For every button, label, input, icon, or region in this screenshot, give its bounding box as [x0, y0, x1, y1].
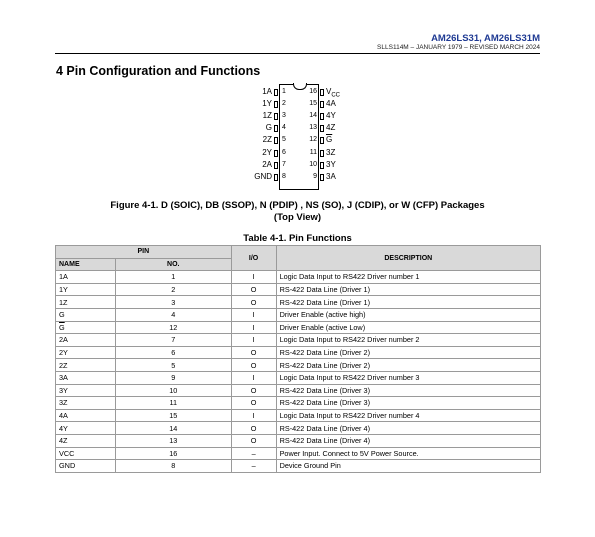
figure-caption-line1: Figure 4-1. D (SOIC), DB (SSOP), N (PDIP) , NS (SO), J (CDIP), or W (CFP) Packages: [110, 200, 485, 211]
pin-name-cell: 4Y: [56, 422, 116, 435]
pin-description-cell: RS-422 Data Line (Driver 3): [276, 384, 540, 397]
table-row: [56, 409, 541, 422]
pin-name-cell: 3A: [56, 371, 116, 384]
pin-number: 4: [282, 124, 286, 132]
pin-number-cell: 5: [115, 359, 231, 372]
pin-label-subscript: CC: [331, 92, 341, 99]
pin-label-text: 4A: [326, 99, 336, 109]
pin-number-cell: 6: [115, 346, 231, 359]
table-row: [56, 359, 541, 372]
pin-lead: [320, 137, 324, 144]
pin-label: GND: [254, 171, 272, 181]
pin-number-cell: 1: [115, 271, 231, 284]
pin-label: [326, 99, 336, 109]
table-row: [56, 308, 541, 321]
table-row: [56, 397, 541, 410]
document-title: AM26LS31, AM26LS31M: [431, 33, 540, 44]
pin-number: 1: [282, 88, 286, 95]
table-row: [56, 384, 541, 397]
pin-label-text: 4Z: [326, 123, 336, 133]
pin-label: [326, 123, 335, 133]
io-header: I/O: [231, 246, 276, 271]
pin-description-cell: RS-422 Data Line (Driver 2): [276, 346, 540, 359]
pin-io-cell: I: [231, 271, 276, 284]
table-row: [56, 460, 541, 473]
pin-label: 1Z: [262, 111, 272, 121]
pin-lead: [320, 162, 324, 169]
pin-name-cell: 1Z: [56, 296, 116, 309]
pin-number: 11: [309, 148, 317, 156]
pin-io-cell: O: [231, 434, 276, 447]
pin-number: 7: [282, 160, 286, 168]
pin-label-text: 3A: [326, 171, 336, 181]
pin-label: 2Z: [262, 135, 272, 145]
pin-lead: [320, 113, 324, 120]
table-row: [56, 283, 541, 296]
pin-number: 2: [282, 100, 286, 108]
pin-number-cell: 10: [115, 384, 231, 397]
pin-number: 14: [309, 112, 317, 120]
pin-io-cell: O: [231, 296, 276, 309]
pin-label: 2Y: [262, 147, 272, 157]
document-revision: SLLS114M – JANUARY 1979 – REVISED MARCH 2024: [377, 44, 540, 51]
table-row: [56, 296, 541, 309]
pin-io-cell: I: [231, 321, 276, 334]
pin-label: [326, 160, 336, 170]
pin-lead: [274, 137, 278, 144]
pin-functions-table: [55, 245, 541, 473]
pin-lead: [274, 101, 278, 108]
pin-lead: [274, 162, 278, 169]
pin-rows: [56, 271, 541, 473]
table-row: [56, 434, 541, 447]
pin-label: 1Y: [262, 99, 272, 109]
pin-lead: [320, 89, 324, 96]
pin-label-text: 4Y: [326, 111, 336, 121]
pin-number-cell: 7: [115, 334, 231, 347]
pin-description-cell: RS-422 Data Line (Driver 1): [276, 296, 540, 309]
pin-io-cell: I: [231, 371, 276, 384]
pin-number-cell: 11: [115, 397, 231, 410]
pin-label-text: $\overline{G}$: [326, 135, 333, 145]
pin-group-header: PIN: [56, 246, 232, 259]
pin-description-cell: RS-422 Data Line (Driver 4): [276, 422, 540, 435]
pin-description-cell: Logic Data Input to RS422 Driver number 1: [276, 271, 540, 284]
pin-name-cell: 4Z: [56, 434, 116, 447]
pin-number: 13: [309, 124, 317, 132]
pin-description-cell: RS-422 Data Line (Driver 1): [276, 283, 540, 296]
table-row: [56, 447, 541, 460]
pin-number-cell: 9: [115, 371, 231, 384]
pin-io-cell: O: [231, 359, 276, 372]
pin-io-cell: O: [231, 397, 276, 410]
pin-name-cell: G: [56, 308, 116, 321]
pin-lead: [274, 150, 278, 157]
pin-lead: [320, 125, 324, 132]
pin-label: [326, 135, 332, 145]
pin-label: 2A: [262, 159, 272, 169]
pin-number: 3: [282, 112, 286, 120]
pin-number-cell: 14: [115, 422, 231, 435]
pin-label-text: V: [326, 87, 332, 96]
description-header: DESCRIPTION: [276, 246, 540, 271]
section-title: 4 Pin Configuration and Functions: [56, 64, 261, 78]
pin-io-cell: O: [231, 384, 276, 397]
pin-lead: [274, 174, 278, 181]
pin-number: 12: [309, 136, 317, 144]
table-row: [56, 334, 541, 347]
table-row: [56, 371, 541, 384]
pin-io-cell: O: [231, 422, 276, 435]
pin-label: 1A: [262, 87, 272, 96]
pin-name-cell: 3Y: [56, 384, 116, 397]
table-caption: Table 4-1. Pin Functions: [243, 233, 352, 244]
pin-name-cell: 1A: [56, 271, 116, 284]
pin-io-cell: I: [231, 409, 276, 422]
pin-name-cell: 2Y: [56, 346, 116, 359]
pin-name-cell: 1Y: [56, 283, 116, 296]
pin-description-cell: Driver Enable (active high): [276, 308, 540, 321]
pin-label: [326, 111, 336, 121]
pin-io-cell: O: [231, 283, 276, 296]
pin-io-cell: I: [231, 308, 276, 321]
pin-label: G: [265, 123, 272, 133]
pin-number-cell: 4: [115, 308, 231, 321]
pin-lead: [320, 150, 324, 157]
pin-lead: [274, 113, 278, 120]
pin-number-cell: 2: [115, 283, 231, 296]
pin-name-cell: $\overline{G}$: [56, 321, 116, 334]
pin-number-cell: 15: [115, 409, 231, 422]
pin-label-text: 3Z: [326, 147, 336, 157]
pin-name-cell: 4A: [56, 409, 116, 422]
pin-name-cell: GND: [56, 460, 116, 473]
pin-number: 8: [282, 172, 286, 180]
table-row: [56, 321, 541, 334]
pin-description-cell: RS-422 Data Line (Driver 4): [276, 434, 540, 447]
pin-description-cell: RS-422 Data Line (Driver 2): [276, 359, 540, 372]
pin-number-cell: 3: [115, 296, 231, 309]
pin-number-cell: 8: [115, 460, 231, 473]
pin-io-cell: –: [231, 447, 276, 460]
number-header: NO.: [115, 258, 231, 271]
pin-io-cell: I: [231, 334, 276, 347]
pin-name-cell: 2A: [56, 334, 116, 347]
pin-number-cell: 13: [115, 434, 231, 447]
pin-lead: [274, 125, 278, 132]
pin-name-cell: VCC: [56, 447, 116, 460]
pin-description-cell: Logic Data Input to RS422 Driver number 4: [276, 409, 540, 422]
pin-description-cell: Logic Data Input to RS422 Driver number 2: [276, 334, 540, 347]
pin-lead: [274, 89, 278, 96]
pin-description-cell: Driver Enable (active Low): [276, 321, 540, 334]
pin-description-cell: RS-422 Data Line (Driver 3): [276, 397, 540, 410]
pin-description-cell: Device Ground Pin: [276, 460, 540, 473]
pin-name-cell: 2Z: [56, 359, 116, 372]
figure-caption-line2: (Top View): [273, 212, 322, 223]
pin-label-text: 3Y: [326, 159, 336, 169]
table-row: [56, 346, 541, 359]
table-row: [56, 271, 541, 284]
pin-lead: [320, 174, 324, 181]
pin-number: 15: [309, 100, 317, 108]
pin-description-cell: Power Input. Connect to 5V Power Source.: [276, 447, 540, 460]
pin-number-cell: 12: [115, 321, 231, 334]
pin-number: 9: [313, 172, 317, 180]
pin-io-cell: O: [231, 346, 276, 359]
pin-io-cell: –: [231, 460, 276, 473]
header-divider: [55, 53, 540, 54]
pin-number-cell: 16: [115, 447, 231, 460]
pin-label: [326, 148, 335, 158]
pin-number: 5: [282, 136, 286, 144]
table-row: [56, 422, 541, 435]
pin-description-cell: Logic Data Input to RS422 Driver number 3: [276, 371, 540, 384]
pin-number: 16: [309, 88, 317, 95]
name-header: NAME: [56, 258, 116, 271]
pin-number: 6: [282, 148, 286, 156]
figure-caption: [0, 200, 595, 224]
pin-number: 10: [309, 160, 317, 168]
pin-lead: [320, 101, 324, 108]
pin-label: [326, 172, 336, 182]
pin-name-cell: 3Z: [56, 397, 116, 410]
